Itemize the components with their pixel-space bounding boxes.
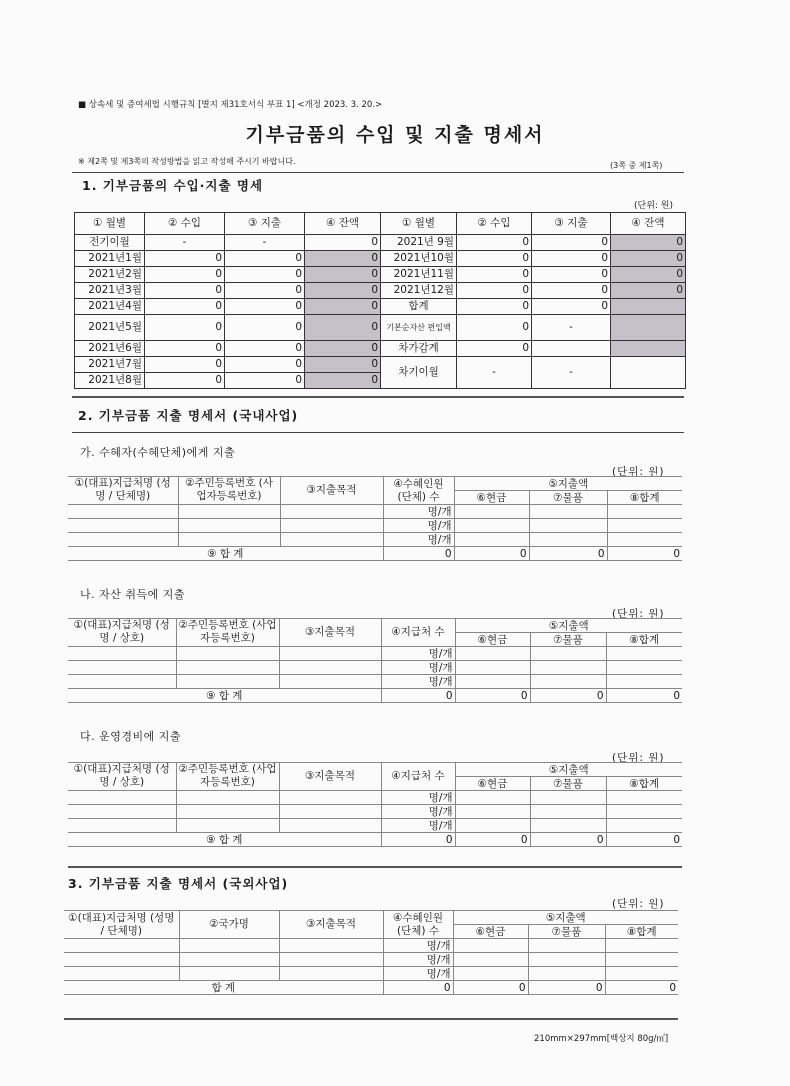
header-payee: ①(대표)지급처명 (성명 / 단체명) — [64, 911, 179, 939]
header-amount: ⑤지출액 — [455, 763, 682, 777]
header-sum: ⑧합계 — [607, 491, 682, 505]
header-amount: ⑤지출액 — [454, 477, 682, 491]
table-row: 명/개 — [68, 505, 682, 519]
instruction-note: ※ 제2쪽 및 제3쪽의 작성방법을 읽고 작성해 주시기 바랍니다. — [78, 157, 296, 166]
col-income: ② 수입 — [457, 213, 532, 235]
header-count: ④지급처 수 — [381, 763, 455, 791]
col-balance: ④ 잔액 — [305, 213, 381, 235]
table-row: 명/개 — [68, 805, 682, 819]
section-2b-title: 나. 자산 취득에 지출 — [80, 588, 185, 601]
total-row: ⑨ 합 계 0 0 0 0 — [68, 547, 682, 561]
section-2-title: 2. 기부금품 지출 명세서 (국내사업) — [78, 408, 299, 423]
table-row: 명/개 — [68, 519, 682, 533]
header-cash: ⑥현금 — [455, 633, 530, 647]
total-row: ⑨ 합 계 0 0 0 0 — [68, 689, 682, 703]
operating-expense-table — [68, 762, 682, 847]
header-reg-number: ②주민등록번호 (사업자등록번호) — [176, 619, 279, 647]
header-goods: ⑦물품 — [530, 777, 606, 791]
table-row: 명/개 — [68, 661, 682, 675]
header-country: ②국가명 — [179, 911, 279, 939]
table-header-row — [75, 213, 686, 235]
table-row: 2021년8월 0 0 0 — [75, 373, 686, 389]
header-amount: ⑤지출액 — [453, 911, 678, 925]
table-row: 명/개 — [68, 791, 682, 805]
section-2c-unit: (단위: 원) — [612, 752, 665, 764]
paper-spec: 210mm×297mm[백상지 80g/㎡] — [534, 1034, 669, 1044]
header-cash: ⑥현금 — [455, 777, 530, 791]
header-reg-number: ②주민등록번호 (사업자등록번호) — [176, 763, 279, 791]
col-month: ① 월별 — [381, 213, 457, 235]
header-sum: ⑧합계 — [605, 925, 678, 939]
header-payee: ①(대표)지급처명 (성명 / 상호) — [68, 763, 176, 791]
header-count: ④수혜인원 (단체) 수 — [383, 911, 453, 939]
header-cash: ⑥현금 — [453, 925, 528, 939]
header-purpose: ③지출목적 — [279, 619, 381, 647]
beneficiary-expense-table — [68, 476, 682, 561]
col-expense: ③ 지출 — [532, 213, 611, 235]
overseas-expense-table — [64, 910, 678, 995]
header-cash: ⑥현금 — [454, 491, 529, 505]
table-row: 2021년7월 0 0 0 차기이월 - - — [75, 357, 686, 373]
table-row: 2021년4월 0 0 0 합계 0 0 — [75, 299, 686, 315]
table-row: 명/개 — [68, 675, 682, 689]
table-row: 2021년3월 0 0 0 2021년12월 0 0 0 — [75, 283, 686, 299]
header-count: ④지급처 수 — [381, 619, 455, 647]
total-row: 합 계 0 0 0 0 — [64, 981, 678, 995]
section-2a-unit: (단위: 원) — [612, 466, 665, 478]
section-3-unit: (단위: 원) — [612, 898, 665, 910]
section-3-title: 3. 기부금품 지출 명세서 (국외사업) — [68, 876, 289, 891]
header-reg-number: ②주민등록번호 (사업자등록번호) — [178, 477, 280, 505]
section-2c-title: 다. 운영경비에 지출 — [80, 730, 181, 743]
table-row: 2021년2월 0 0 0 2021년11월 0 0 0 — [75, 267, 686, 283]
form-reference: ■ 상속세 및 증여세법 시행규칙 [별지 제31호서식 부표 1] <개정 2023. 3. 20.> — [78, 100, 383, 110]
header-purpose: ③지출목적 — [279, 763, 381, 791]
table-row: 2021년1월 0 0 0 2021년10월 0 0 0 — [75, 251, 686, 267]
col-expense: ③ 지출 — [225, 213, 305, 235]
table-row: 명/개 — [64, 967, 678, 981]
header-payee: ①(대표)지급처명 (성명 / 상호) — [68, 619, 176, 647]
section-1-unit: (단위: 원) — [634, 201, 673, 211]
table-row: 명/개 — [64, 953, 678, 967]
header-purpose: ③지출목적 — [280, 477, 383, 505]
income-expense-table — [74, 212, 686, 389]
page-title: 기부금품의 수입 및 지출 명세서 — [245, 124, 545, 146]
table-row: 명/개 — [68, 647, 682, 661]
section-2b-unit: (단위: 원) — [612, 608, 665, 620]
table-row: 명/개 — [68, 819, 682, 833]
table-row: 2021년5월 0 0 0 기본순자산 편입액 0 - — [75, 315, 686, 341]
header-purpose: ③지출목적 — [279, 911, 383, 939]
header-sum: ⑧합계 — [606, 777, 682, 791]
section-2a-title: 가. 수혜자(수혜단체)에게 지출 — [80, 446, 236, 459]
col-month: ① 월별 — [75, 213, 145, 235]
table-row: 명/개 — [64, 939, 678, 953]
total-row: ⑨ 합 계 0 0 0 0 — [68, 833, 682, 847]
asset-acquisition-table — [68, 618, 682, 703]
col-balance: ④ 잔액 — [611, 213, 686, 235]
header-sum: ⑧합계 — [606, 633, 682, 647]
header-amount: ⑤지출액 — [455, 619, 682, 633]
header-count: ④수혜인원 (단체) 수 — [383, 477, 454, 505]
page-indicator: (3쪽 중 제1쪽) — [610, 161, 663, 170]
table-row: 전기이월 - - 0 2021년 9월 0 0 0 — [75, 235, 686, 251]
header-payee: ①(대표)지급처명 (성명 / 단체명) — [68, 477, 178, 505]
header-goods: ⑦물품 — [528, 925, 605, 939]
header-goods: ⑦물품 — [530, 633, 606, 647]
section-1-title: 1. 기부금품의 수입·지출 명세 — [82, 178, 264, 193]
col-income: ② 수입 — [145, 213, 225, 235]
table-row: 2021년6월 0 0 0 차가감계 0 — [75, 341, 686, 357]
table-row: 명/개 — [68, 533, 682, 547]
header-goods: ⑦물품 — [529, 491, 607, 505]
